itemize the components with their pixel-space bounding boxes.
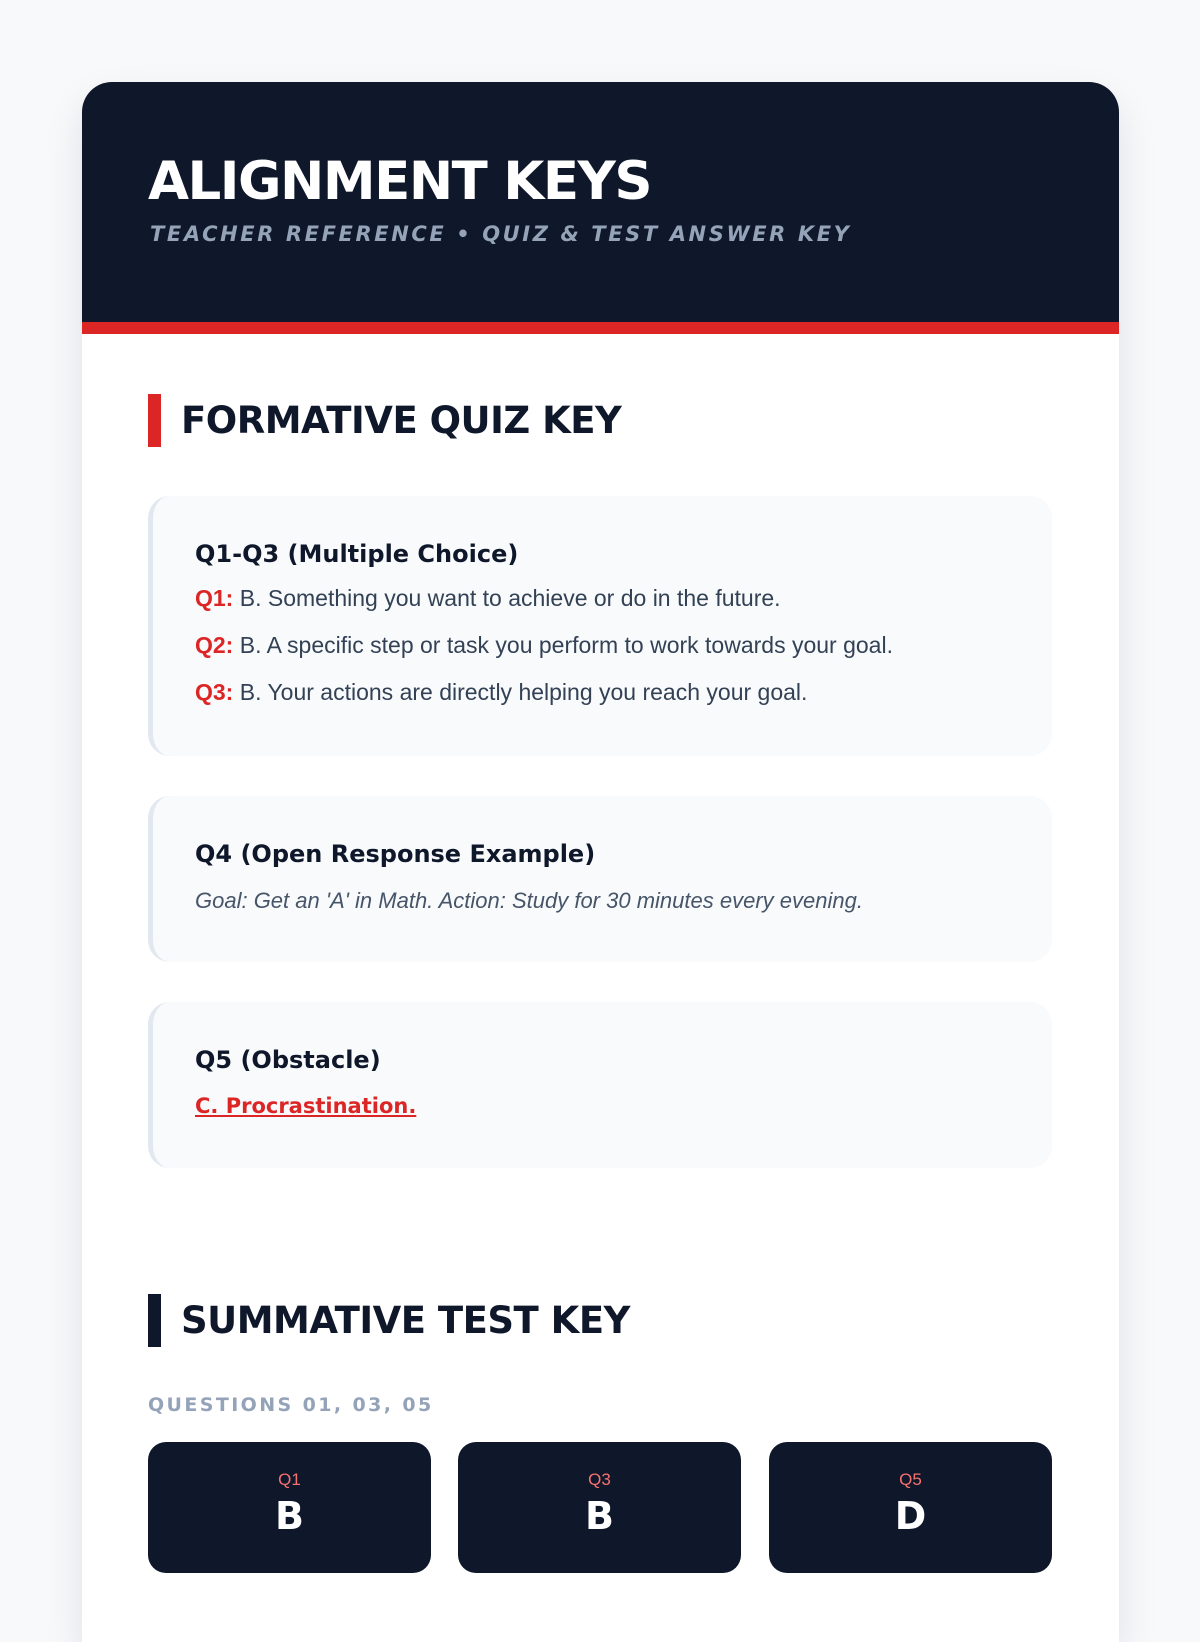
obstacle-box bbox=[148, 1002, 1052, 1168]
question-number: Q2: bbox=[195, 632, 234, 658]
tile-answer: B bbox=[275, 1494, 304, 1538]
question-number: Q3: bbox=[195, 679, 234, 705]
mc-answer-box bbox=[148, 496, 1052, 756]
obstacle-box-title: Q5 (Obstacle) bbox=[195, 1046, 381, 1074]
questions-label: QUESTIONS 01, 03, 05 bbox=[148, 1394, 434, 1416]
answer-text: B. Your actions are directly helping you reach your goal. bbox=[239, 679, 808, 705]
tile-question: Q3 bbox=[588, 1470, 611, 1489]
tile-answer: B bbox=[585, 1494, 614, 1538]
summative-section-header bbox=[148, 1294, 630, 1347]
answer-text: B. Something you want to achieve or do in the future. bbox=[239, 585, 781, 611]
open-response-box bbox=[148, 796, 1052, 962]
formative-section-header bbox=[148, 394, 621, 447]
tile-question: Q1 bbox=[278, 1470, 301, 1489]
answer-text: B. A specific step or task you perform to work towards your goal. bbox=[239, 632, 893, 658]
open-response-example: Goal: Get an 'A' in Math. Action: Study for 30 minutes every evening. bbox=[195, 888, 863, 913]
tile-question: Q5 bbox=[899, 1470, 922, 1489]
tile-answer: D bbox=[894, 1494, 927, 1538]
header bbox=[82, 82, 1119, 334]
section-accent-bar bbox=[148, 1294, 161, 1347]
answer-tile bbox=[769, 1442, 1052, 1573]
answer-row bbox=[195, 676, 1052, 709]
question-number: Q1: bbox=[195, 585, 234, 611]
obstacle-answer: C. Procrastination. bbox=[195, 1094, 417, 1118]
formative-heading: FORMATIVE QUIZ KEY bbox=[181, 399, 622, 442]
answer-tile bbox=[148, 1442, 431, 1573]
open-box-title: Q4 (Open Response Example) bbox=[195, 840, 596, 868]
page-subtitle: TEACHER REFERENCE • QUIZ & TEST ANSWER KEY bbox=[150, 222, 852, 246]
answer-row bbox=[195, 582, 1052, 615]
page-title: ALIGNMENT KEYS bbox=[148, 151, 652, 212]
answer-row bbox=[195, 629, 1052, 662]
summative-heading: SUMMATIVE TEST KEY bbox=[181, 1299, 630, 1342]
section-accent-bar bbox=[148, 394, 161, 447]
mc-box-title: Q1-Q3 (Multiple Choice) bbox=[195, 540, 519, 568]
answer-key-card bbox=[82, 82, 1119, 1642]
answer-tile bbox=[458, 1442, 741, 1573]
